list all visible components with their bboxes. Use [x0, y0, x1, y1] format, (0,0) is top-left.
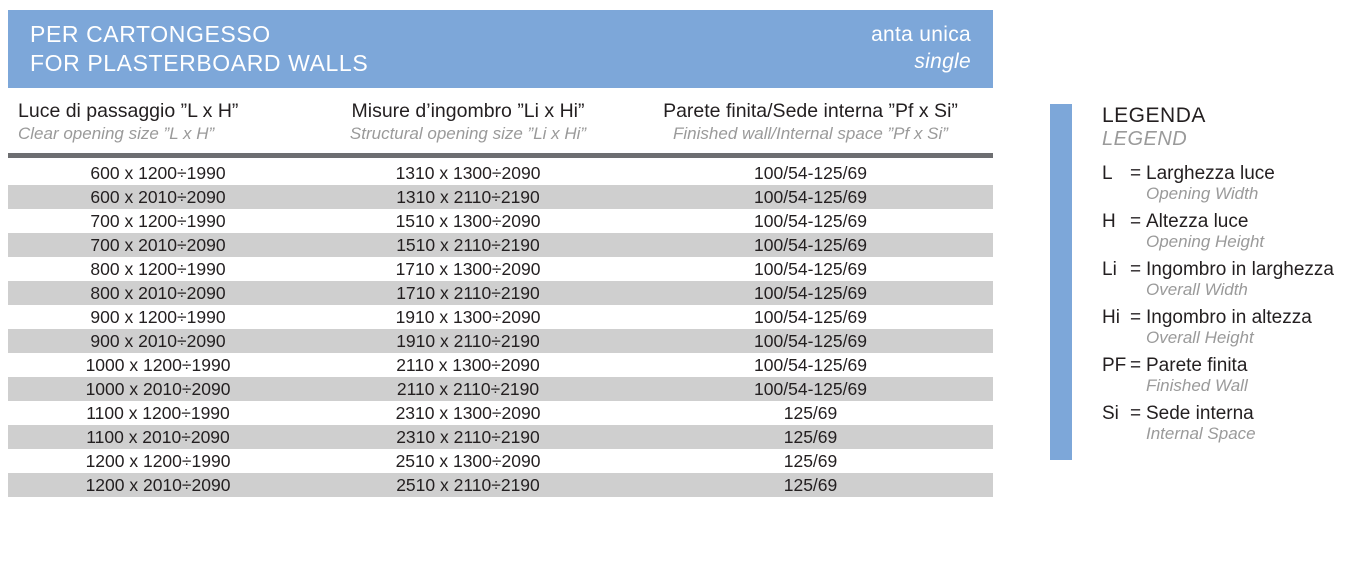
cell-structural-opening: 1710 x 2110÷2190	[396, 282, 540, 303]
cell-finished-wall: 100/54-125/69	[754, 162, 867, 183]
banner-title-en: FOR PLASTERBOARD WALLS	[30, 50, 369, 76]
table-row	[8, 161, 993, 185]
legend-title-en: LEGEND	[1102, 128, 1188, 150]
cell-structural-opening: 1910 x 2110÷2190	[396, 330, 540, 351]
legend-text	[1146, 355, 1248, 396]
column-header-finished-wall	[628, 100, 993, 144]
cell-structural-opening: 2510 x 2110÷2190	[396, 474, 540, 495]
cell-clear-opening: 900 x 1200÷1990	[90, 306, 226, 327]
legend-equals: =	[1130, 355, 1142, 376]
legend-accent-bar	[1050, 104, 1072, 460]
table-row	[8, 353, 993, 377]
legend-key: PF	[1102, 355, 1127, 376]
legend-item	[1102, 403, 1334, 444]
column-header-en: Finished wall/Internal space ”Pf x Si”	[673, 124, 948, 143]
cell-structural-opening: 2310 x 2110÷2190	[396, 426, 540, 447]
cell-clear-opening: 1100 x 1200÷1990	[86, 402, 230, 423]
legend-text	[1146, 403, 1256, 444]
legend-text	[1146, 259, 1334, 300]
legend-equals: =	[1130, 259, 1142, 280]
banner-title-it: PER CARTONGESSO	[30, 20, 271, 47]
table-row	[8, 449, 993, 473]
table-row	[8, 425, 993, 449]
cell-structural-opening: 1910 x 1300÷2090	[395, 306, 541, 327]
legend-equals: =	[1130, 163, 1142, 184]
cell-finished-wall: 100/54-125/69	[754, 282, 867, 303]
legend-text	[1146, 211, 1264, 252]
cell-finished-wall: 125/69	[783, 450, 838, 471]
legend-item	[1102, 163, 1334, 204]
cell-finished-wall: 125/69	[783, 426, 838, 447]
cell-structural-opening: 1510 x 1300÷2090	[395, 210, 541, 231]
cell-finished-wall: 100/54-125/69	[754, 210, 867, 231]
column-header-clear-opening	[8, 100, 308, 144]
table-row	[8, 377, 993, 401]
legend-text	[1146, 307, 1312, 348]
cell-finished-wall: 125/69	[783, 402, 838, 423]
legend-label-it: Ingombro in altezza	[1146, 307, 1312, 328]
legend-equals: =	[1130, 307, 1142, 328]
cell-clear-opening: 700 x 1200÷1990	[90, 210, 226, 231]
section-banner	[8, 10, 993, 88]
cell-clear-opening: 1200 x 1200÷1990	[85, 450, 231, 471]
cell-structural-opening: 2110 x 2110÷2190	[396, 378, 540, 399]
cell-clear-opening: 1200 x 2010÷2090	[85, 474, 231, 495]
legend-item	[1102, 259, 1334, 300]
legend-equals: =	[1130, 211, 1142, 232]
legend-item	[1102, 211, 1334, 252]
table-row	[8, 473, 993, 497]
table-row	[8, 329, 993, 353]
cell-finished-wall: 100/54-125/69	[754, 378, 867, 399]
legend-label-en: Opening Height	[1146, 232, 1265, 251]
legend-label-en: Overall Width	[1146, 280, 1248, 299]
legend-label-en: Opening Width	[1146, 184, 1259, 203]
cell-structural-opening: 2510 x 1300÷2090	[395, 450, 541, 471]
table-row	[8, 305, 993, 329]
cell-clear-opening: 700 x 2010÷2090	[90, 234, 226, 255]
cell-clear-opening: 1100 x 2010÷2090	[86, 426, 230, 447]
cell-structural-opening: 2310 x 1300÷2090	[395, 402, 541, 423]
cell-finished-wall: 100/54-125/69	[754, 186, 867, 207]
dimensions-table-block	[8, 10, 993, 497]
legend-key: L	[1102, 163, 1113, 184]
cell-clear-opening: 800 x 1200÷1990	[90, 258, 226, 279]
cell-structural-opening: 1510 x 2110÷2190	[396, 234, 540, 255]
column-header-it: Parete finita/Sede interna ”Pf x Si”	[663, 100, 958, 122]
table-row	[8, 233, 993, 257]
column-header-structural-opening	[308, 100, 628, 144]
cell-finished-wall: 100/54-125/69	[754, 234, 867, 255]
cell-structural-opening: 1310 x 1300÷2090	[395, 162, 541, 183]
cell-clear-opening: 1000 x 1200÷1990	[85, 354, 231, 375]
legend-label-en: Finished Wall	[1146, 376, 1248, 395]
table-row	[8, 185, 993, 209]
cell-structural-opening: 1310 x 2110÷2190	[396, 186, 540, 207]
cell-clear-opening: 900 x 2010÷2090	[90, 330, 226, 351]
legend-items	[1102, 163, 1334, 444]
column-header-it: Luce di passaggio ”L x H”	[18, 100, 239, 122]
banner-variant-en: single	[914, 50, 971, 73]
table-row	[8, 401, 993, 425]
column-header-it: Misure d’ingombro ”Li x Hi”	[351, 100, 585, 122]
cell-finished-wall: 100/54-125/69	[754, 258, 867, 279]
legend-title-it: LEGENDA	[1102, 104, 1206, 127]
column-header-en: Structural opening size ”Li x Hi”	[349, 124, 587, 143]
cell-clear-opening: 800 x 2010÷2090	[90, 282, 226, 303]
banner-titles	[30, 20, 368, 79]
cell-clear-opening: 600 x 2010÷2090	[90, 186, 226, 207]
legend-key: Li	[1102, 259, 1117, 280]
cell-finished-wall: 100/54-125/69	[754, 306, 867, 327]
table-row	[8, 281, 993, 305]
legend-key: Si	[1102, 403, 1119, 424]
legend-label-it: Larghezza luce	[1146, 163, 1275, 184]
cell-finished-wall: 100/54-125/69	[754, 330, 867, 351]
legend-text	[1146, 163, 1275, 204]
legend-key: Hi	[1102, 307, 1120, 328]
column-header-en: Clear opening size ”L x H”	[18, 124, 215, 143]
legend-equals: =	[1130, 403, 1142, 424]
legend-item	[1102, 307, 1334, 348]
legend-item	[1102, 355, 1334, 396]
table-row	[8, 257, 993, 281]
legend-label-it: Ingombro in larghezza	[1146, 259, 1334, 280]
legend-label-it: Parete finita	[1146, 355, 1248, 376]
banner-variant	[871, 22, 971, 76]
cell-structural-opening: 1710 x 1300÷2090	[395, 258, 541, 279]
legend-title	[1102, 104, 1334, 151]
legend-label-en: Internal Space	[1146, 424, 1256, 443]
table-rows	[8, 161, 993, 497]
legend-block	[1050, 104, 1340, 460]
legend-label-it: Altezza luce	[1146, 211, 1249, 232]
cell-structural-opening: 2110 x 1300÷2090	[396, 354, 540, 375]
legend-label-en: Overall Height	[1146, 328, 1254, 347]
table-row	[8, 209, 993, 233]
cell-finished-wall: 125/69	[783, 474, 838, 495]
header-divider	[8, 153, 993, 158]
table-column-headers	[8, 88, 993, 150]
banner-variant-it: anta unica	[871, 23, 971, 47]
legend-key: H	[1102, 211, 1116, 232]
cell-clear-opening: 1000 x 2010÷2090	[85, 378, 231, 399]
legend-label-it: Sede interna	[1146, 403, 1254, 424]
legend-body	[1072, 104, 1334, 460]
cell-finished-wall: 100/54-125/69	[754, 354, 867, 375]
cell-clear-opening: 600 x 1200÷1990	[90, 162, 226, 183]
